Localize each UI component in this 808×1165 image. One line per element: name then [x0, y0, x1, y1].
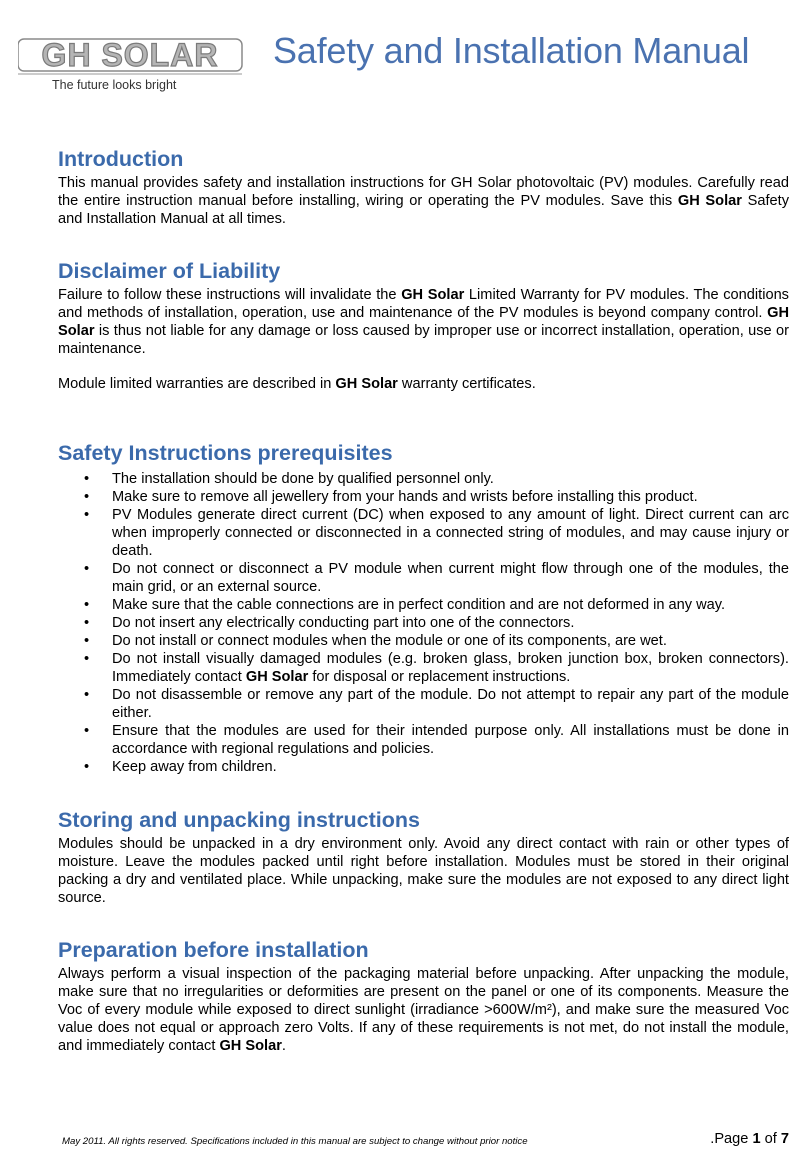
intro-paragraph: This manual provides safety and installation instructions for GH Solar photovoltaic (PV) modules. Carefully read the entire instruction manual before installing, wiring or operating the PV modules. Save this GH Solar Safety and Installation Manual at all times. — [58, 175, 789, 227]
section-heading-storing: Storing and unpacking instructions — [58, 808, 420, 832]
list-item: • Do not connect or disconnect a PV module when current might flow through one of the modules, the main grid, or an external source. — [58, 560, 789, 596]
section-heading-preparation: Preparation before installation — [58, 938, 369, 962]
logo-tagline: The future looks bright — [52, 78, 177, 92]
disclaimer-paragraph: Failure to follow these instructions will invalidate the GH Solar Limited Warranty for PV modules. The conditions and methods of installation, operation, use and maintenance of the PV modules is beyond company control. GH Solar is thus not liable for any damage or loss caused by improper use or incorrect installation, operation, use or maintenance. — [58, 287, 789, 357]
section-heading-safety: Safety Instructions prerequisites — [58, 441, 393, 465]
brand-name: GH Solar — [58, 305, 789, 339]
safety-list — [58, 470, 789, 776]
list-item: • Do not insert any electrically conducting part into one of the connectors. — [58, 614, 789, 632]
section-heading-disclaimer: Disclaimer of Liability — [58, 259, 281, 283]
list-item: • Make sure to remove all jewellery from your hands and wrists before installing this product. — [58, 488, 789, 506]
page-number: .Page 1 of 7 — [710, 1131, 789, 1147]
preparation-paragraph: Always perform a visual inspection of the packaging material before unpacking. After unpacking the module, make sure that no irregularities or deformities are present on the panel or one of its components. Measure the Voc of every module while exposed to direct sunlight (irradiance >600W/m²), and make sure the measured Voc value does not equal or approach zero Volts. If any of these requirements is not met, do not install the module, and immediately contact GH Solar. — [58, 966, 789, 1054]
page-content — [58, 147, 789, 1055]
list-item: • Do not install visually damaged modules (e.g. broken glass, broken junction box, broken connectors). Immediately contact GH Solar for disposal or replacement instructions. — [58, 650, 789, 686]
brand-name: GH Solar — [219, 1038, 282, 1054]
document-title: Safety and Installation Manual — [273, 30, 750, 71]
company-logo — [18, 36, 244, 96]
logo-graphic — [18, 36, 244, 96]
storing-paragraph: Modules should be unpacked in a dry environment only. Avoid any direct contact with rain or other types of moisture. Leave the modules packed until right before installation. Modules must be stored in their original packing a dry and ventilated place. While unpacking, make sure the modules are not exposed to any direct light source. — [58, 836, 789, 906]
brand-name: GH Solar — [401, 287, 465, 303]
list-item: • Do not disassemble or remove any part of the module. Do not attempt to repair any part of the module either. — [58, 686, 789, 722]
brand-name: GH Solar — [677, 193, 742, 209]
list-item: • Do not install or connect modules when the module or one of its components, are wet. — [58, 632, 789, 650]
list-item: • PV Modules generate direct current (DC) when exposed to any amount of light. Direct current can arc when improperly connected or disconnected in a connected string of modules, and may cause injury or death. — [58, 506, 789, 560]
logo-wordmark: GH SOLAR — [41, 37, 219, 73]
brand-name: GH Solar — [335, 376, 398, 392]
list-item: • The installation should be done by qualified personnel only. — [58, 470, 789, 488]
warranty-paragraph: Module limited warranties are described in GH Solar warranty certificates. — [58, 376, 536, 392]
brand-name: GH Solar — [245, 669, 309, 685]
section-heading-introduction: Introduction — [58, 147, 184, 171]
footer-notice: May 2011. All rights reserved. Specifications included in this manual are subject to change without prior notice — [62, 1136, 528, 1147]
list-item: • Keep away from children. — [58, 758, 789, 776]
list-item: • Make sure that the cable connections are in perfect condition and are not deformed in any way. — [58, 596, 789, 614]
list-item: • Ensure that the modules are used for their intended purpose only. All installations must be done in accordance with regional regulations and policies. — [58, 722, 789, 758]
